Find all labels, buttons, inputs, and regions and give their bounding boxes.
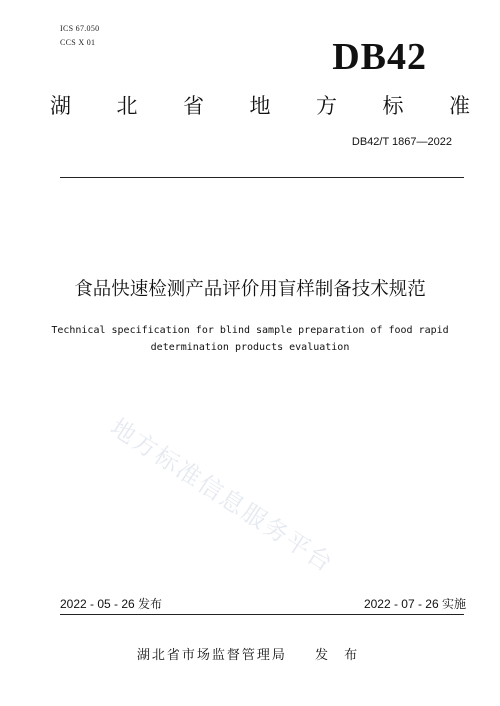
document-title-zh: 食品快速检测产品评价用盲样制备技术规范: [74, 279, 426, 300]
standard-number: DB42/T 1867—2022: [351, 136, 452, 148]
implementation-date: 2022 - 07 - 26 实施: [363, 597, 466, 611]
issuer-title-char: 省: [183, 94, 204, 118]
publish-label: 发 布: [314, 648, 364, 663]
document-title-en-line1: Technical specification for blind sample preparation of food rapid: [51, 325, 449, 336]
top-divider: [60, 177, 464, 178]
document-title-en-line2: determination products evaluation: [150, 342, 350, 353]
db-standard-mark: DB42: [332, 36, 427, 78]
issuer-title-char: 方: [316, 94, 337, 118]
publisher-name: 湖北省市场监督管理局: [136, 648, 287, 663]
issuer-title-char: 标: [382, 94, 404, 118]
issuer-title: [50, 96, 470, 117]
watermark: 地方标准信息服务平台: [105, 413, 339, 579]
bottom-divider: [60, 614, 464, 615]
ccs-code: CCS X 01: [60, 38, 96, 47]
issuer-title-char: 湖: [50, 94, 71, 118]
ics-code: ICS 67.050: [60, 24, 100, 33]
publisher-line: [0, 644, 500, 663]
issuer-title-char: 北: [116, 94, 138, 118]
issuer-title-char: 准: [449, 94, 470, 118]
issue-date: 2022 - 05 - 26 发布: [60, 597, 163, 611]
issuer-title-char: 地: [249, 94, 271, 118]
